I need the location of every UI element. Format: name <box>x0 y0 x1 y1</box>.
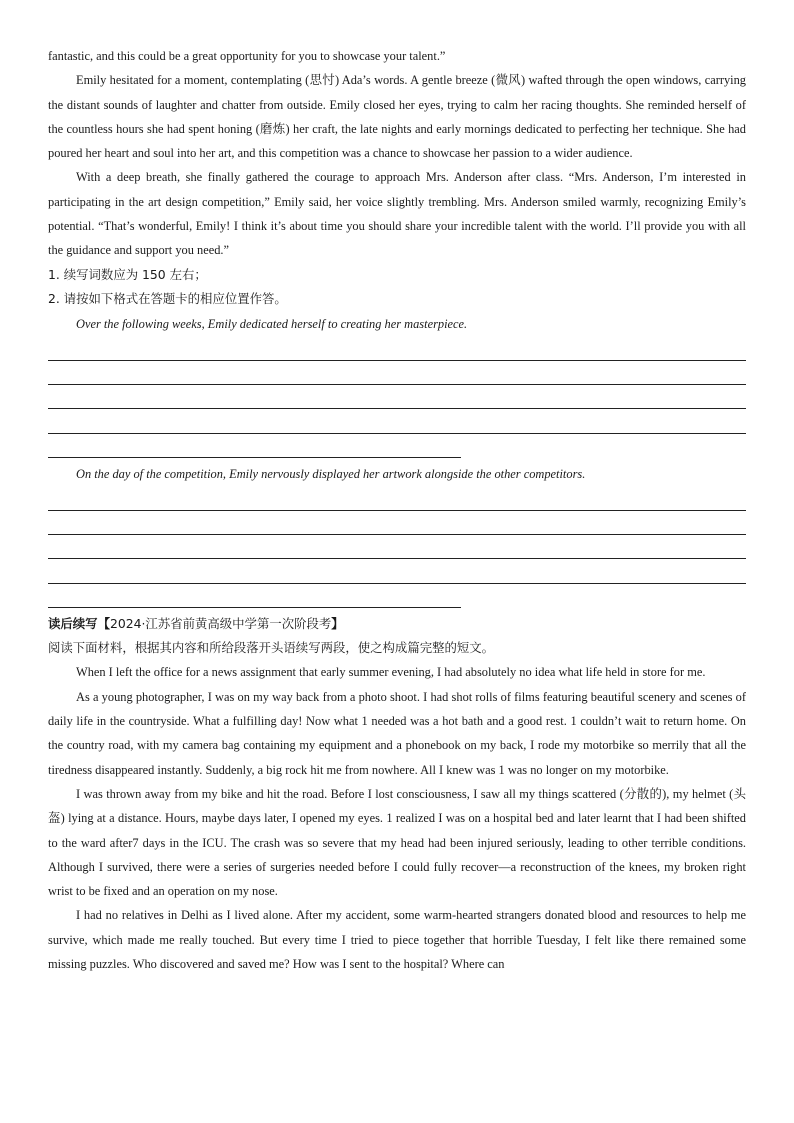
article-paragraph-1: When I left the office for a news assignment that early summer evening, I had absolutely no idea what life held in store for me. <box>76 665 706 680</box>
section-tag: 读后续写 <box>48 615 98 631</box>
bracket-close: 】 <box>331 615 344 631</box>
section-heading <box>48 612 746 636</box>
section-source: 2024·江苏省前黄高级中学第一次阶段考 <box>109 615 332 631</box>
writing-line[interactable] <box>48 559 746 583</box>
writing-line[interactable] <box>48 434 461 458</box>
story-paragraph-breath: With a deep breath, she finally gathered the courage to approach Mrs. Anderson after class. “Mrs. Anderson, I’m interested in participating in the art design competition,” Emily said, her voice slightly trembling. Mrs. Anderson smiled warmly, recognizing Emily’s potential. “That’s wonderful, Emily! I think it’s about time you should share your incredible talent with the world. I’ll provide you with all the guidance and support you need.” <box>48 170 746 258</box>
article-paragraph-4: I had no relatives in Delhi as I lived alone. After my accident, some warm-hearted strangers donated blood and resources to help me survive, which made me really touched. But every time I tried to piece together that horrible Tuesday, I felt like there remained some missing puzzles. Who discovered and saved me? How was I sent to the hospital? Where can <box>48 908 746 971</box>
article-paragraph-2: As a young photographer, I was on my way back from a photo shoot. I had shot rolls of films featuring beautiful scenery and scenes of daily life in the countryside. What a fulfilling day! Now what 1 needed was a hot bath and a good rest. 1 couldn’t wait to return home. On the country road, with my camera bag containing my equipment and a phonebook on my back, I rode my motorbike so merrily that all the tiredness disappeared instantly. Suddenly, a big rock hit me from nowhere. All I knew was 1 was no longer on my motorbike. <box>48 689 746 777</box>
continuation-prompt-2: On the day of the competition, Emily nervously displayed her artwork alongside the other competitors. <box>76 467 586 482</box>
requirement-1: 1. 续写词数应为 150 左右； <box>48 266 207 282</box>
writing-line[interactable] <box>48 486 746 510</box>
writing-line[interactable] <box>48 337 746 361</box>
writing-lines-1 <box>48 337 746 458</box>
writing-lines-2 <box>48 486 746 607</box>
continuation-prompt-1: Over the following weeks, Emily dedicated herself to creating her masterpiece. <box>76 317 468 332</box>
writing-line[interactable] <box>48 584 461 608</box>
section-instruction: 阅读下面材料，根据其内容和所给段落开头语续写两段，使之构成篇完整的短文。 <box>48 640 495 656</box>
writing-line[interactable] <box>48 361 746 385</box>
writing-line[interactable] <box>48 409 746 433</box>
writing-line[interactable] <box>48 511 746 535</box>
story-paragraph-end: fantastic, and this could be a great opportunity for you to showcase your talent.” <box>48 49 446 63</box>
document-page <box>48 44 746 976</box>
writing-line[interactable] <box>48 385 746 409</box>
story-paragraph-emily: Emily hesitated for a moment, contemplating (思忖) Ada’s words. A gentle breeze (微风) wafted through the open windows, carrying the distant sounds of laughter and chatter from outside. Emily closed her eyes, trying to calm her racing thoughts. She reminded herself of the countless hours she had spent honing (磨炼) her craft, the late nights and early mornings dedicated to perfecting her technique. She had poured her heart and soul into her art, and this competition was a chance to showcase her passion to a wider audience. <box>48 73 746 161</box>
writing-line[interactable] <box>48 535 746 559</box>
bracket-open: 【 <box>97 615 110 631</box>
article-paragraph-3: I was thrown away from my bike and hit the road. Before I lost consciousness, I saw all my things scattered (分散的), my helmet (头盔) lying at a distance. Hours, maybe days later, I opened my eyes. 1 realized I was on a hospital bed and later learnt that I had been shifted to the ward after7 days in the ICU. The crash was so severe that my head had been injured seriously, leading to other terrible conditions. Although I survived, there were a series of surgeries needed before I could fully recover—a reconstruction of the knees, my broken right wrist to be fixed and an operation on my nose. <box>48 786 746 899</box>
requirement-2: 2. 请按如下格式在答题卡的相应位置作答。 <box>48 290 287 306</box>
